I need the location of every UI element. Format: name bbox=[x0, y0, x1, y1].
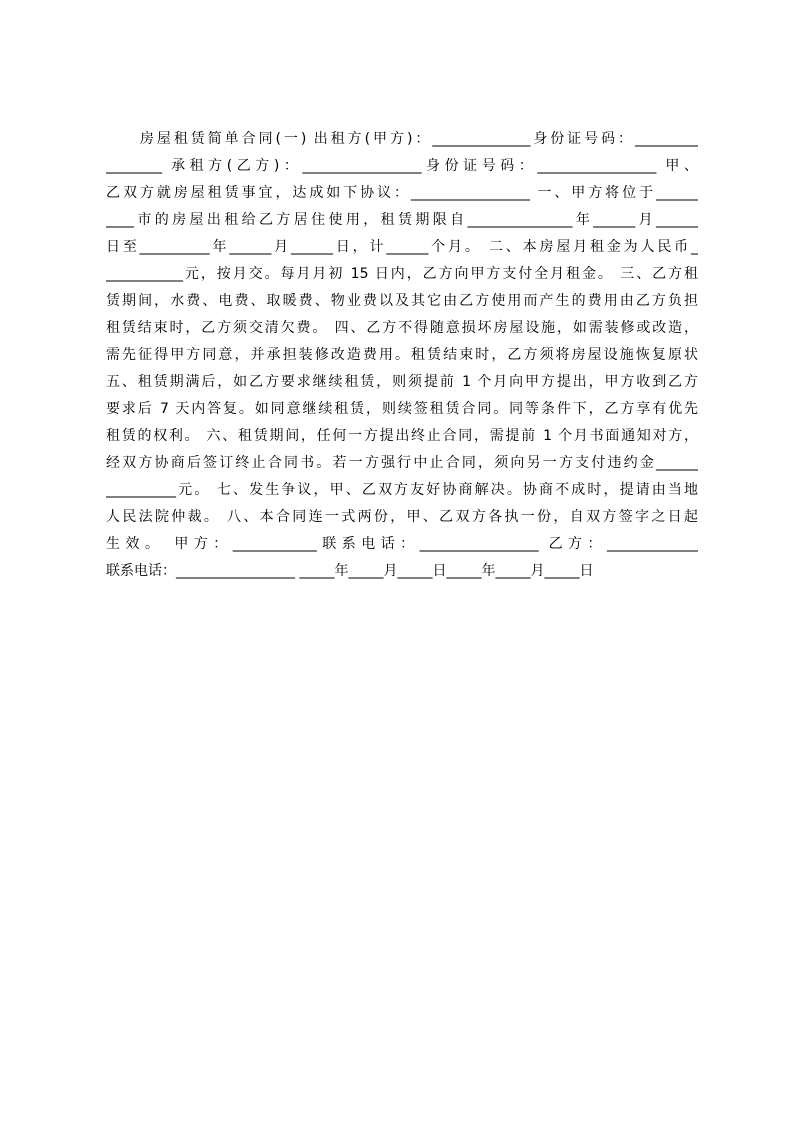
contract-line: 生效。 甲方：____________联系电话：_________________ 乙方：_____________ bbox=[106, 536, 698, 552]
contract-line: 联系电话：_________________ _____年_____月_____日_____年_____月_____日 bbox=[106, 563, 594, 579]
contract-line: 五、租赁期满后，如乙方要求继续租赁，则须提前 1 个月向甲方提出，甲方收到乙方 bbox=[106, 374, 698, 390]
contract-line: 房屋租赁简单合同(一) 出租方(甲方)：______________身份证号码：_________ bbox=[106, 131, 698, 147]
contract-line: 要求后 7 天内答复。如同意继续租赁，则续签租赁合同。同等条件下，乙方享有优先 bbox=[106, 401, 698, 417]
contract-line: 乙双方就房屋租赁事宜，达成如下协议：_________________ 一、甲方将位于______ bbox=[106, 185, 698, 201]
contract-line: __________元。 七、发生争议，甲、乙双方友好协商解决。协商不成时，提请由当地 bbox=[106, 482, 698, 498]
contract-line: 赁期间，水费、电费、取暖费、物业费以及其它由乙方使用而产生的费用由乙方负担 bbox=[106, 293, 698, 309]
contract-line: ________ 承租方(乙方)：_________________身份证号码：_________________ 甲、 bbox=[106, 158, 698, 174]
contract-line: 需先征得甲方同意，并承担装修改造费用。租赁结束时，乙方须将房屋设施恢复原状 bbox=[106, 347, 698, 363]
contract-line: 租赁结束时，乙方须交清欠费。 四、乙方不得随意损坏房屋设施，如需装修或改造， bbox=[106, 320, 698, 336]
contract-line: 租赁的权利。 六、租赁期间，任何一方提出终止合同，需提前 1 个月书面通知对方， bbox=[106, 428, 698, 444]
contract-body bbox=[106, 126, 698, 585]
contract-line: 人民法院仲裁。 八、本合同连一式两份，甲、乙双方各执一份，自双方签字之日起 bbox=[106, 509, 698, 525]
contract-line: ____市的房屋出租给乙方居住使用，租赁期限自_______________年______月______ bbox=[106, 212, 698, 228]
contract-line: 经双方协商后签订终止合同书。若一方强行中止合同，须向另一方支付违约金______ bbox=[106, 455, 698, 471]
contract-line: ___________元，按月交。每月月初 15 日内，乙方向甲方支付全月租金。 三、乙方租 bbox=[106, 266, 698, 282]
contract-line: 日至__________年______月______日，计______个月。 二、本房屋月租金为人民币_ bbox=[106, 239, 698, 255]
